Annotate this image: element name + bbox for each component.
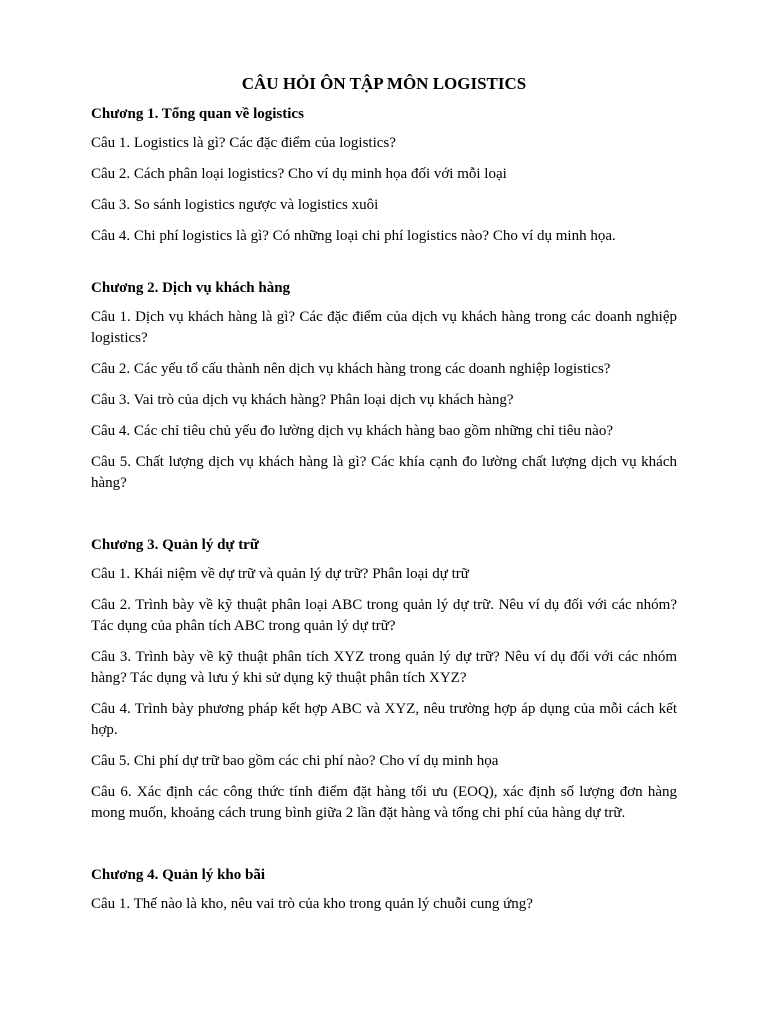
chapter-4	[91, 865, 677, 915]
document-title: CÂU HỎI ÔN TẬP MÔN LOGISTICS	[241, 74, 527, 93]
chapter-heading: Chương 1. Tổng quan về logistics	[91, 106, 304, 122]
question-item: Câu 4. Trình bày phương pháp kết hợp ABC và XYZ, nêu trường hợp áp dụng của mỗi cách kết hợp.	[91, 701, 677, 738]
spacer	[91, 504, 677, 535]
question-item: Câu 4. Các chỉ tiêu chủ yếu đo lường dịch vụ khách hàng bao gồm những chỉ tiêu nào?	[91, 423, 613, 439]
question-item: Câu 2. Cách phân loại logistics? Cho ví dụ minh họa đối với mỗi loại	[91, 166, 507, 182]
chapter-2	[91, 278, 677, 494]
chapter-heading: Chương 2. Dịch vụ khách hàng	[91, 280, 291, 296]
question-item: Câu 3. So sánh logistics ngược và logistics xuôi	[91, 197, 379, 213]
chapter-heading: Chương 4. Quản lý kho bãi	[91, 867, 266, 883]
question-item: Câu 3. Vai trò của dịch vụ khách hàng? Phân loại dịch vụ khách hàng?	[91, 392, 514, 408]
question-item: Câu 5. Chất lượng dịch vụ khách hàng là gì? Các khía cạnh đo lường chất lượng dịch vụ khách hàng?	[91, 454, 677, 491]
question-item: Câu 5. Chi phí dự trữ bao gồm các chi phí nào? Cho ví dụ minh họa	[91, 753, 499, 769]
spacer	[91, 834, 677, 865]
question-item: Câu 4. Chi phí logistics là gì? Có những loại chi phí logistics nào? Cho ví dụ minh họa.	[91, 228, 616, 244]
chapter-heading: Chương 3. Quản lý dự trữ	[91, 537, 259, 553]
question-item: Câu 1. Thế nào là kho, nêu vai trò của kho trong quản lý chuỗi cung ứng?	[91, 896, 533, 912]
chapter-1	[91, 104, 677, 247]
question-item: Câu 6. Xác định các công thức tính điểm đặt hàng tối ưu (EOQ), xác định số lượng đơn hàng mong muốn, khoảng cách trung bình giữa 2 lần đặt hàng và tổng chi phí của hàng dự trữ.	[91, 784, 677, 821]
question-item: Câu 3. Trình bày về kỹ thuật phân tích XYZ trong quản lý dự trữ? Nêu ví dụ đối với các nhóm hàng? Tác dụng và lưu ý khi sử dụng kỹ thuật phân tích XYZ?	[91, 649, 677, 686]
question-item: Câu 2. Trình bày về kỹ thuật phân loại ABC trong quản lý dự trữ. Nêu ví dụ đối với các nhóm? Tác dụng của phân tích ABC trong quản lý dự trữ?	[91, 597, 677, 634]
chapter-3	[91, 535, 677, 824]
question-item: Câu 1. Khái niệm về dự trữ và quản lý dự trữ? Phân loại dự trữ	[91, 566, 469, 582]
question-item: Câu 1. Logistics là gì? Các đặc điểm của logistics?	[91, 135, 396, 151]
question-item: Câu 1. Dịch vụ khách hàng là gì? Các đặc điểm của dịch vụ khách hàng trong các doanh nghiệp logistics?	[91, 309, 677, 346]
spacer	[91, 257, 677, 278]
question-item: Câu 2. Các yếu tố cấu thành nên dịch vụ khách hàng trong các doanh nghiệp logistics?	[91, 361, 611, 377]
